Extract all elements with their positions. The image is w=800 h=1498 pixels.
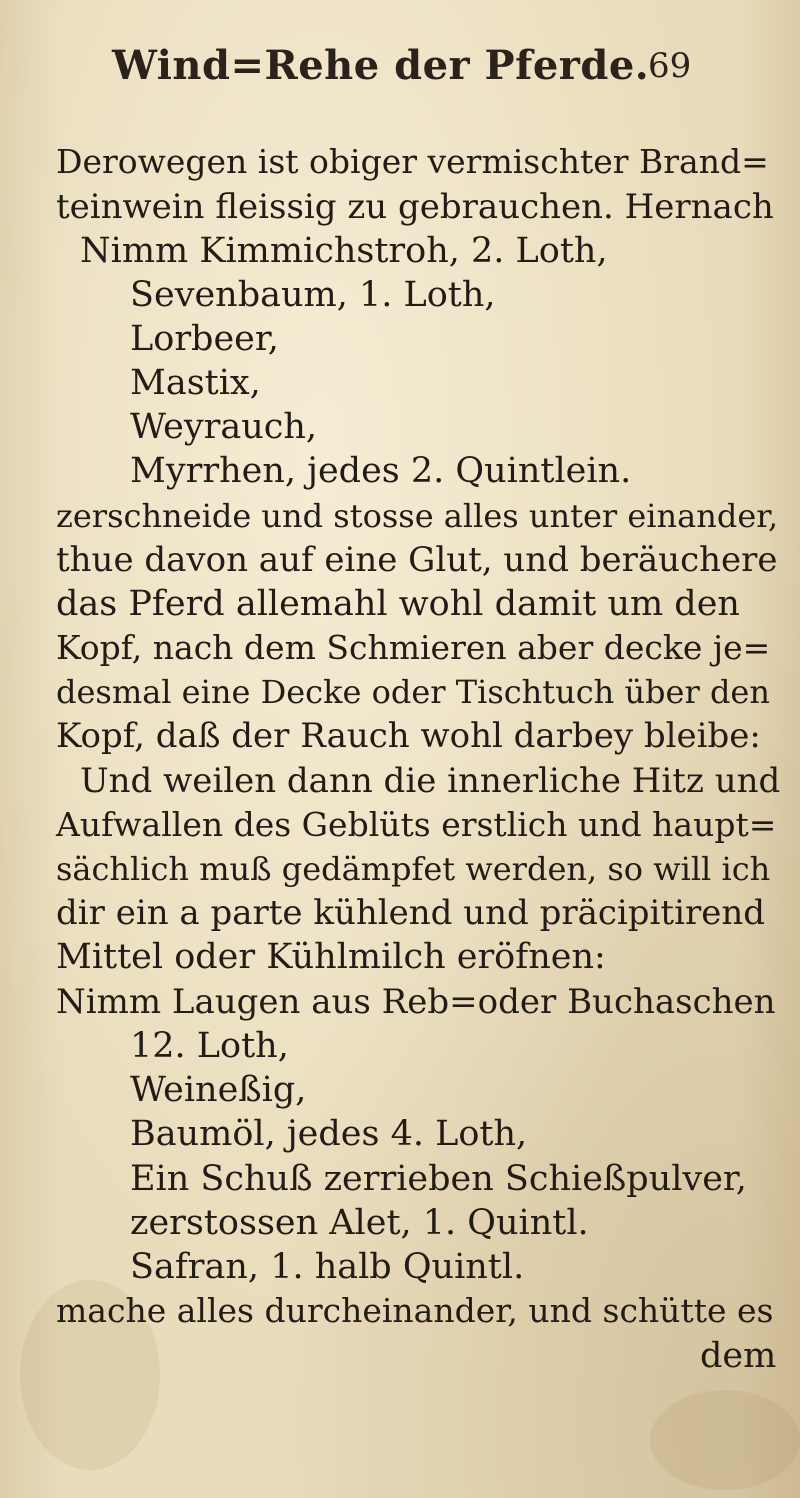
text-line: Mittel oder Kühlmilch eröfnen: bbox=[56, 937, 606, 977]
page-number: 69 bbox=[648, 46, 692, 86]
text-line: Lorbeer, bbox=[130, 319, 279, 359]
text-line: Weyrauch, bbox=[130, 407, 318, 447]
text-line: thue davon auf eine Glut, und beräuchere bbox=[56, 540, 778, 580]
text-line: Und weilen dann die innerliche Hitz und bbox=[80, 761, 781, 801]
text-line: desmal eine Decke oder Tischtuch über den bbox=[56, 673, 770, 711]
text-line: 12. Loth, bbox=[130, 1026, 289, 1066]
text-line: das Pferd allemahl wohl damit um den bbox=[56, 584, 740, 624]
text-line: Kopf, nach dem Schmieren aber decke je= bbox=[56, 628, 771, 667]
text-line: dem bbox=[700, 1336, 777, 1376]
text-line: Mastix, bbox=[130, 363, 261, 403]
text-line: Sevenbaum, 1. Loth, bbox=[130, 275, 496, 315]
text-line: dir ein a parte kühlend und präcipitirend bbox=[56, 893, 766, 933]
text-line: Safran, 1. halb Quintl. bbox=[130, 1247, 525, 1287]
text-line: mache alles durcheinander, und schütte es bbox=[56, 1291, 774, 1330]
running-head: Wind=Rehe der Pferde. bbox=[112, 42, 650, 89]
text-line: Kopf, daß der Rauch wohl darbey bleibe: bbox=[56, 716, 761, 756]
text-line: Nimm Kimmichstroh, 2. Loth, bbox=[80, 231, 608, 271]
text-line: Ein Schuß zerrieben Schießpulver, bbox=[130, 1159, 747, 1199]
text-line: zerschneide und stosse alles unter einander, bbox=[56, 497, 779, 535]
text-line: teinwein fleissig zu gebrauchen. Hernach bbox=[56, 187, 774, 227]
text-line: Myrrhen, jedes 2. Quintlein. bbox=[130, 451, 632, 491]
text-line: Aufwallen des Geblüts erstlich und haupt= bbox=[56, 805, 777, 844]
text-line: Weineßig, bbox=[130, 1070, 307, 1110]
text-line: Baumöl, jedes 4. Loth, bbox=[130, 1114, 528, 1154]
text-line: Derowegen ist obiger vermischter Brand= bbox=[56, 142, 769, 181]
text-line: Nimm Laugen aus Reb=oder Buchaschen bbox=[56, 982, 776, 1022]
text-line: sächlich muß gedämpfet werden, so will ich bbox=[56, 850, 771, 888]
text-line: zerstossen Alet, 1. Quintl. bbox=[130, 1203, 589, 1243]
